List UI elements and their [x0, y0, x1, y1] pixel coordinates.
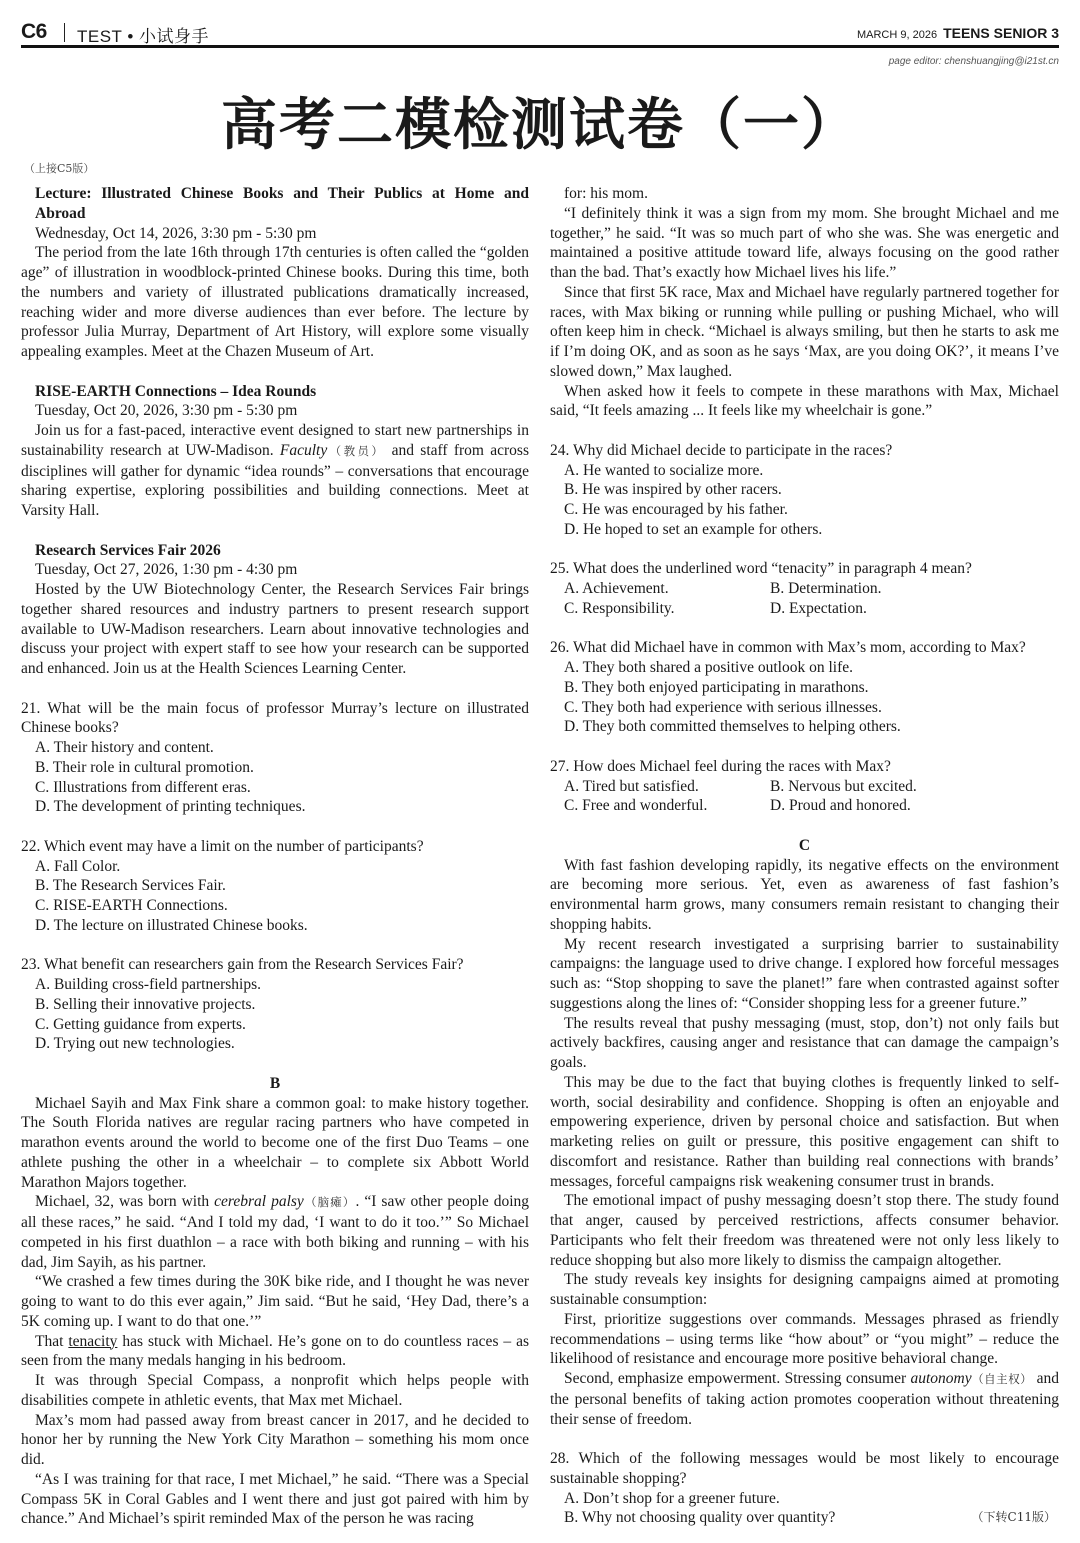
paragraph: Max’s mom had passed away from breast cancer in 2017, and he decided to honor her by running the New York City Marathon – something his mom once did.: [21, 1411, 529, 1468]
paragraph: The results reveal that pushy messaging (must, stop, don’t) not only fails but actively backfires, causing anger and resistance that can damage the campaign’s goals.: [550, 1014, 1059, 1071]
question-25: [550, 559, 1059, 618]
question-stem: 26. What did Michael have in common with Max’s mom, according to Max?: [550, 639, 1026, 657]
paragraph: First, prioritize suggestions over commands. Messages phrased as friendly recommendations – using terms like “how about” or “you might” – reduce the likelihood of resistance and encourage more positive behavioral change.: [550, 1310, 1059, 1368]
paragraph: This may be due to the fact that buying clothes is frequently linked to self-worth, social desirability and confidence. Shopping is often an enjoyable and empowering experience, driven by personal choice and satisfaction. But when marketing relies on guilt or pressure, this positive engagement can shift to discomfort and resistance. Rather than building real connections with brands’ messages, forceful campaigns risk weakening consumer trust in brands.: [550, 1073, 1059, 1190]
answer-option[interactable]: A. Don’t shop for a greener future.: [564, 1489, 780, 1507]
answer-option[interactable]: B. Nervous but excited.: [770, 777, 917, 795]
answer-option[interactable]: C. Free and wonderful.: [564, 797, 708, 815]
paragraph: My recent research investigated a surprising barrier to sustainability campaigns: the language used to drive change. I explored how forceful messages such as: “Stop shopping to save the planet!” fare when contrasted against softer suggestions along the lines of: “Consider shopping less for a greener future.”: [550, 935, 1059, 1012]
question-22: [21, 837, 529, 936]
question-stem: 28. Which of the following messages would be most likely to encourage sustainable shopping?: [550, 1450, 1059, 1487]
answer-option[interactable]: C. They both had experience with serious illnesses.: [564, 698, 882, 716]
answer-option[interactable]: A. Achievement.: [564, 580, 669, 597]
answer-option[interactable]: A. Tired but satisfied.: [564, 777, 699, 795]
event-title: Lecture: Illustrated Chinese Books and Their Publics at Home and Abroad: [35, 185, 529, 222]
right-column: [550, 184, 1059, 1528]
term: cerebral palsy: [214, 1193, 304, 1211]
gloss: （自主权）: [971, 1372, 1033, 1386]
answer-option[interactable]: B. Selling their innovative projects.: [35, 995, 256, 1013]
question-stem: 27. How does Michael feel during the races with Max?: [550, 757, 891, 775]
paragraph: The study reveals key insights for designing campaigns aimed at promoting sustainable consumption:: [550, 1271, 1059, 1308]
answer-option[interactable]: B. Their role in cultural promotion.: [35, 758, 254, 776]
page-header: [21, 18, 1059, 48]
answer-option[interactable]: D. Trying out new technologies.: [35, 1035, 235, 1053]
header-divider: [64, 23, 65, 42]
question-27: [550, 757, 1059, 816]
question-stem: 23. What benefit can researchers gain from the Research Services Fair?: [21, 956, 464, 974]
event-date: Tuesday, Oct 27, 2026, 1:30 pm - 4:30 pm: [35, 561, 298, 579]
paragraph: for: his mom.: [564, 185, 648, 202]
paragraph: Michael, 32, was born with cerebral palsy（脑瘫）. “I saw other people doing all these races,” he said. “And I told my dad, ‘I want to do it too.’” So Michael competed in his first duathlon – a race with both biking and running – with his dad, Jim Sayih, as his partner.: [21, 1193, 530, 1271]
question-24: [550, 441, 1059, 540]
answer-option[interactable]: B. He was inspired by other racers.: [564, 481, 782, 499]
answer-option[interactable]: D. He hoped to set an example for others.: [564, 520, 823, 538]
question-stem: 21. What will be the main focus of professor Murray’s lecture on illustrated Chinese books?: [21, 699, 529, 737]
gloss: （脑瘫）: [303, 1195, 356, 1210]
paragraph: “As I was training for that race, I met Michael,” he said. “There was a Special Compass 5K in Coral Gables and I went there and just got paired with him by chance.” And Michael’s spirit reminded Max of the person he was racing: [21, 1470, 529, 1528]
paragraph: Second, emphasize empowerment. Stressing consumer autonomy（自主权） and the personal benefits of taking action promotes cooperation without threatening their sense of freedom.: [550, 1370, 1059, 1428]
event-date: Tuesday, Oct 20, 2026, 3:30 pm - 5:30 pm: [35, 402, 298, 420]
paragraph: It was through Special Compass, a nonprofit which helps people with disabilities compete in athletic events, that Max met Michael.: [21, 1372, 529, 1409]
paper-name: TEENS SENIOR 3: [943, 25, 1059, 41]
term: autonomy: [910, 1370, 972, 1387]
answer-option[interactable]: B. Determination.: [770, 580, 882, 597]
answer-option[interactable]: A. They both shared a positive outlook on life.: [564, 659, 853, 676]
section-label: TEST • 小试身手: [77, 27, 210, 46]
answer-option[interactable]: A. Building cross-field partnerships.: [35, 976, 262, 993]
answer-option[interactable]: D. The lecture on illustrated Chinese books.: [35, 916, 308, 934]
answer-option[interactable]: C. Illustrations from different eras.: [35, 778, 251, 796]
header-right: [857, 25, 1059, 43]
left-column: [21, 184, 529, 1529]
continued-from: （上接C5版）: [24, 162, 95, 175]
paragraph: When asked how it feels to compete in these marathons with Max, Michael said, “It feels amazing ... It feels like my wheelchair is gone.”: [550, 382, 1059, 420]
answer-option[interactable]: B. Why not choosing quality over quantity?: [564, 1509, 836, 1527]
paragraph: Join us for a fast-paced, interactive event designed to start new partnerships in sustainability research at UW-Madison. Faculty（教员） and staff from across disciplines will gather for dynamic “idea rounds” – conversations that encourage sharing expertise, exploring possibilities and building connections. Meet at Varsity Hall.: [21, 422, 529, 519]
question-23: [21, 955, 529, 1054]
event-title: Research Services Fair 2026: [35, 541, 221, 559]
gloss: （教员）: [327, 443, 386, 458]
paragraph: Michael Sayih and Max Fink share a common goal: to make history together. The South Florida natives are regular racing partners who have competed in marathon events around the world to become one of the first Duo Teams – one athlete pushing the other in a wheelchair – to complete six Abbott World Marathon Majors together.: [21, 1094, 529, 1191]
answer-option[interactable]: B. They both enjoyed participating in marathons.: [564, 678, 869, 696]
question-stem: 22. Which event may have a limit on the number of participants?: [21, 837, 424, 855]
underlined-word: tenacity: [68, 1332, 118, 1350]
issue-date: MARCH 9, 2026: [856, 29, 938, 41]
answer-option[interactable]: D. The development of printing techniques.: [35, 798, 306, 816]
answer-option[interactable]: B. The Research Services Fair.: [35, 877, 226, 895]
answer-option[interactable]: A. He wanted to socialize more.: [564, 461, 764, 479]
paragraph: Since that first 5K race, Max and Michael have regularly partnered together for races, with Max biking or running while pulling or pushing Michael, who will often keep him in check. “Michael is always smiling, but then he starts to ask me if I’m doing OK, and as soon as he says ‘Max, are you doing OK?’, it means I’ve slowed down,” Max laughed.: [550, 283, 1059, 380]
event-title: RISE-EARTH Connections – Idea Rounds: [35, 382, 317, 400]
section-heading-b: B: [269, 1074, 281, 1092]
answer-option[interactable]: D. Proud and honored.: [770, 797, 911, 815]
section-code: C6: [21, 20, 47, 43]
question-21: [21, 699, 529, 818]
paragraph: The emotional impact of pushy messaging doesn’t stop there. The study found that anger, caused by perceived restrictions, affects consumer behavior. Participants who felt their freedom was threatened were not only less likely to reduce shopping but also more likely to dismiss the campaign altogether.: [550, 1192, 1059, 1269]
paragraph: With fast fashion developing rapidly, its negative effects on the environment are becoming more serious. Yet, even as awareness of fast fashion’s environmental harm grows, many consumers remain resistant to changing their shopping habits.: [550, 856, 1059, 933]
answer-option[interactable]: C. He was encouraged by his father.: [564, 501, 788, 518]
page-title: 高考二模检测试卷（一）: [221, 93, 859, 158]
continued-to: （下转C11版）: [971, 1510, 1056, 1524]
paragraph: “I definitely think it was a sign from my mom. She brought Michael and me together,” he said. “It was so much part of who she was. She was energetic and maintained a positive attitude toward life, always focusing on the good rather than the bad. That’s exactly how Michael lives his life.”: [550, 204, 1059, 281]
term: Faculty: [279, 441, 328, 459]
answer-option[interactable]: D. They both committed themselves to helping others.: [564, 718, 901, 736]
paragraph: The period from the late 16th through 17th centuries is often called the “golden age” of illustration in woodblock-printed Chinese books. During this time, both the numbers and variety of illustrated publications dramatically increased, reaching wider and more diverse audiences than ever before. The lecture by professor Julia Murray, Department of Art History, will explore some visually appealing examples. Meet at the Chazen Museum of Art.: [21, 244, 529, 360]
event-date: Wednesday, Oct 14, 2026, 3:30 pm - 5:30 pm: [35, 224, 317, 242]
question-26: [550, 638, 1059, 737]
answer-option[interactable]: C. RISE-EARTH Connections.: [35, 897, 228, 914]
page-editor: page editor: chenshuangjing@i21st.cn: [888, 56, 1059, 67]
section-heading-c: C: [798, 836, 811, 854]
question-stem: 25. What does the underlined word “tenacity” in paragraph 4 mean?: [550, 560, 972, 578]
answer-option[interactable]: A. Fall Color.: [35, 857, 121, 875]
question-stem: 24. Why did Michael decide to participate in the races?: [550, 441, 893, 459]
answer-option[interactable]: A. Their history and content.: [35, 739, 214, 756]
paragraph: “We crashed a few times during the 30K bike ride, and I thought he was never going to want to do this ever again,” Jim said. “But he said, ‘Hey Dad, there’s a 5K coming up. I want to do that one.’”: [21, 1273, 529, 1330]
answer-option[interactable]: D. Expectation.: [770, 599, 867, 617]
answer-option[interactable]: C. Responsibility.: [564, 599, 675, 617]
answer-option[interactable]: C. Getting guidance from experts.: [35, 1015, 246, 1033]
paragraph: Hosted by the UW Biotechnology Center, the Research Services Fair brings together shared resources and industry partners to present research support available to UW-Madison researchers. Learn about innovative technologies and discuss your project with expert staff to see how your research can be supported and enhanced. Join us at the Health Sciences Learning Center.: [21, 581, 529, 677]
paragraph: That tenacity has stuck with Michael. He’s gone on to do countless races – as seen from the many medals hanging in his bedroom.: [21, 1332, 530, 1370]
